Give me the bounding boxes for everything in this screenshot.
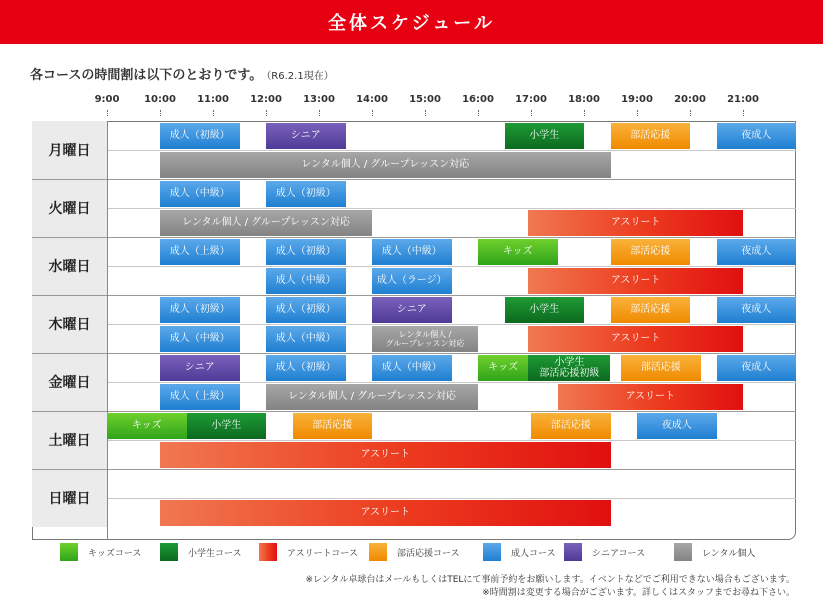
day-label: 日曜日 <box>32 469 107 527</box>
course-block[interactable]: 成人（上級） <box>160 239 240 265</box>
course-block[interactable]: アスリート <box>528 210 743 236</box>
legend-swatch <box>259 543 277 561</box>
course-block[interactable]: アスリート <box>528 326 743 352</box>
time-tick-mark <box>425 110 426 116</box>
time-tick-mark <box>160 110 161 116</box>
day-divider <box>32 353 796 354</box>
course-block[interactable]: レンタル個人 / グループレッスン対応 <box>372 326 478 352</box>
day-divider <box>32 179 796 180</box>
day-divider <box>32 295 796 296</box>
time-label: 13:00 <box>303 94 335 105</box>
day-label: 月曜日 <box>32 121 107 179</box>
course-block[interactable]: 夜成人 <box>717 239 797 265</box>
course-block[interactable]: 成人（中級） <box>160 181 240 207</box>
legend-swatch <box>564 543 582 561</box>
course-block[interactable]: 部活応援 <box>611 239 691 265</box>
day-label: 木曜日 <box>32 295 107 353</box>
time-tick-mark <box>266 110 267 116</box>
time-tick-mark <box>584 110 585 116</box>
course-block[interactable]: 小学生 部活応援初級 <box>528 355 610 381</box>
time-label: 11:00 <box>197 94 229 105</box>
legend-item <box>564 543 645 561</box>
course-block[interactable]: 夜成人 <box>637 413 717 439</box>
course-block[interactable]: 部活応援 <box>611 297 691 323</box>
course-block[interactable]: 成人（上級） <box>160 384 240 410</box>
legend-label: シニアコース <box>592 548 646 559</box>
course-block[interactable]: 成人（初級） <box>266 239 346 265</box>
time-label: 14:00 <box>356 94 388 105</box>
course-block[interactable]: 夜成人 <box>717 123 797 149</box>
label-column-divider <box>107 121 108 540</box>
course-block[interactable]: 小学生 <box>505 123 585 149</box>
course-block[interactable]: キッズ <box>478 239 558 265</box>
day-label: 水曜日 <box>32 237 107 295</box>
course-block[interactable]: 部活応援 <box>611 123 691 149</box>
course-block[interactable]: 成人（初級） <box>266 355 346 381</box>
legend-swatch <box>60 543 78 561</box>
time-label: 21:00 <box>727 94 759 105</box>
legend-item <box>160 543 242 561</box>
course-block[interactable]: 成人（中級） <box>160 326 240 352</box>
legend-swatch <box>674 543 692 561</box>
time-tick-mark <box>319 110 320 116</box>
time-tick-mark <box>690 110 691 116</box>
course-block[interactable]: シニア <box>160 355 240 381</box>
time-tick-mark <box>743 110 744 116</box>
legend-label: レンタル個人 <box>702 548 756 559</box>
time-label: 10:00 <box>144 94 176 105</box>
course-block[interactable]: キッズ <box>478 355 528 381</box>
sub-row-divider <box>107 382 796 383</box>
legend-label: 成人コース <box>511 548 556 559</box>
course-block[interactable]: レンタル個人 / グループレッスン対応 <box>160 210 372 236</box>
time-tick-mark <box>107 110 108 116</box>
course-block[interactable]: 部活応援 <box>621 355 701 381</box>
course-block[interactable]: 成人（初級） <box>160 297 240 323</box>
legend-item <box>674 543 755 561</box>
legend-swatch <box>369 543 387 561</box>
legend-item <box>259 543 358 561</box>
time-label: 12:00 <box>250 94 282 105</box>
time-label: 16:00 <box>462 94 494 105</box>
course-block[interactable]: 部活応援 <box>293 413 373 439</box>
course-block[interactable]: 夜成人 <box>717 297 797 323</box>
course-block[interactable]: シニア <box>372 297 452 323</box>
course-block[interactable]: シニア <box>266 123 346 149</box>
course-block[interactable]: 成人（中級） <box>372 239 452 265</box>
day-divider <box>32 411 796 412</box>
course-block[interactable]: 小学生 <box>505 297 585 323</box>
intro-text: 各コースの時間割は以下のとおりです。 <box>30 68 263 83</box>
time-tick-mark <box>372 110 373 116</box>
time-label: 19:00 <box>621 94 653 105</box>
time-label: 9:00 <box>94 94 120 105</box>
course-block[interactable]: アスリート <box>160 442 611 468</box>
course-block[interactable]: 成人（中級） <box>372 355 452 381</box>
sub-row-divider <box>107 150 796 151</box>
time-tick-mark <box>213 110 214 116</box>
schedule-intro <box>30 64 334 83</box>
footnote-line: ※レンタル卓球台はメールもしくはTELにて事前予約をお願いします。イベントなどでご利用できない場合もございます。 <box>305 575 795 585</box>
sub-row-divider <box>107 498 796 499</box>
legend-label: 小学生コース <box>188 548 242 559</box>
day-divider <box>32 237 796 238</box>
day-divider <box>32 469 796 470</box>
course-block[interactable]: 成人（初級） <box>160 123 240 149</box>
course-block[interactable]: レンタル個人 / グループレッスン対応 <box>266 384 478 410</box>
time-tick-mark <box>478 110 479 116</box>
day-label: 金曜日 <box>32 353 107 411</box>
time-label: 15:00 <box>409 94 441 105</box>
legend-item <box>483 543 556 561</box>
time-tick-mark <box>637 110 638 116</box>
sub-row-divider <box>107 440 796 441</box>
course-block[interactable]: 夜成人 <box>717 355 797 381</box>
course-block[interactable]: 成人（ラージ） <box>372 268 452 294</box>
footnote-line: ※時間割は変更する場合がございます。詳しくはスタッフまでお尋ね下さい。 <box>482 588 795 598</box>
legend-item <box>60 543 141 561</box>
course-block[interactable]: 成人（中級） <box>266 326 346 352</box>
page-title: 全体スケジュール <box>0 0 823 44</box>
sub-row-divider <box>107 324 796 325</box>
sub-row-divider <box>107 266 796 267</box>
course-block[interactable]: アスリート <box>160 500 611 526</box>
day-label: 火曜日 <box>32 179 107 237</box>
course-block[interactable]: キッズ <box>107 413 187 439</box>
course-block[interactable]: 成人（初級） <box>266 297 346 323</box>
effective-date-note: （R6.2.1現在） <box>266 71 334 82</box>
legend-label: アスリートコース <box>287 548 358 559</box>
course-block[interactable]: 成人（中級） <box>266 268 346 294</box>
course-block[interactable]: 小学生 <box>187 413 267 439</box>
time-label: 18:00 <box>568 94 600 105</box>
course-block[interactable]: 成人（初級） <box>266 181 346 207</box>
time-label: 20:00 <box>674 94 706 105</box>
time-label: 17:00 <box>515 94 547 105</box>
legend-swatch <box>483 543 501 561</box>
day-label: 土曜日 <box>32 411 107 469</box>
legend-swatch <box>160 543 178 561</box>
course-block[interactable]: アスリート <box>528 268 743 294</box>
legend-label: 部活応援コース <box>397 548 460 559</box>
legend-item <box>369 543 460 561</box>
course-block[interactable]: レンタル個人 / グループレッスン対応 <box>160 152 611 178</box>
time-tick-mark <box>531 110 532 116</box>
legend-label: キッズコース <box>88 548 142 559</box>
sub-row-divider <box>107 208 796 209</box>
course-block[interactable]: アスリート <box>558 384 744 410</box>
course-block[interactable]: 部活応援 <box>531 413 611 439</box>
